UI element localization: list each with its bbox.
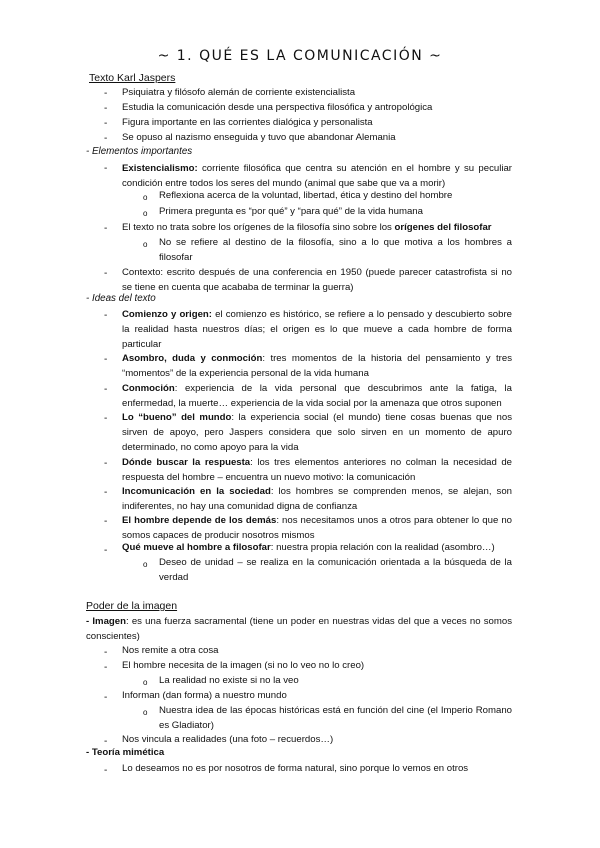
term-label: Existencialismo: bbox=[122, 163, 198, 174]
bullet-dash: - bbox=[104, 133, 108, 144]
bullet-circle: o bbox=[143, 560, 148, 569]
bullet-dash: - bbox=[104, 692, 108, 703]
list-item-idea bbox=[122, 351, 512, 381]
bullet-dash: - bbox=[104, 268, 108, 279]
paragraph-imagen bbox=[86, 614, 512, 644]
bullet-dash: - bbox=[104, 487, 108, 498]
bullet-dash: - bbox=[104, 413, 108, 424]
term-text: : la experiencia social (el mundo) tiene cosas buenas que nos sirven de apoyo, pero Jaspers considera que solo sirven en un momento de apuro determinado, no como apoyo para la vida bbox=[122, 412, 512, 453]
list-item: Nos remite a otra cosa bbox=[122, 645, 219, 656]
term-label: El hombre depende de los demás bbox=[122, 515, 277, 526]
list-item-texto bbox=[122, 220, 492, 236]
bullet-dash: - bbox=[104, 163, 108, 174]
sub-list-item: Reflexiona acerca de la voluntad, libertad, ética y destino del hombre bbox=[159, 190, 453, 201]
bullet-dash: - bbox=[104, 384, 108, 395]
list-item: Psiquiatra y filósofo alemán de corriente existencialista bbox=[122, 87, 356, 98]
term-text: : es una fuerza sacramental (tiene un poder en nuestras vidas del que a veces no somos conscientes) bbox=[86, 616, 513, 642]
sub-list-item: No se refiere al destino de la filosofía, sino a lo que motiva a los hombres a filosofar bbox=[159, 237, 512, 263]
bullet-circle: o bbox=[143, 209, 148, 218]
list-item: Se opuso al nazismo enseguida y tuvo que abandonar Alemania bbox=[122, 132, 396, 143]
list-item: Informan (dan forma) a nuestro mundo bbox=[122, 690, 287, 701]
bullet-dash: - bbox=[104, 647, 108, 658]
bullet-circle: o bbox=[143, 678, 148, 687]
bullet-circle: o bbox=[143, 240, 148, 249]
bullet-circle: o bbox=[143, 708, 148, 717]
bullet-dash: - bbox=[104, 545, 108, 556]
bullet-dash: - bbox=[104, 458, 108, 469]
bullet-dash: - bbox=[104, 516, 108, 527]
texto-text: El texto no trata sobre los orígenes de la filosofía sino sobre los bbox=[122, 222, 395, 233]
term-text: el comienzo es histórico, se refiere a lo pensado y descubierto sobre la realidad hasta nuestros días; el origen es lo que mueve a cada hombre de forma particular bbox=[122, 309, 512, 350]
bullet-dash: - bbox=[104, 662, 108, 673]
bullet-dash: - bbox=[104, 223, 108, 234]
bullet-dash: - bbox=[104, 354, 108, 365]
sub-list-item: Deseo de unidad – se realiza en la comunicación orientada a la búsqueda de la verdad bbox=[159, 557, 512, 583]
section-heading-ideas: - Ideas del texto bbox=[86, 293, 156, 304]
term-text: : nos necesitamos unos a otros para obtener lo que no somos capaces de producir nosotros mismos bbox=[122, 515, 513, 541]
term-text: : tres momentos de la historia del pensamiento y tres “momentos” de la experiencia personal de la vida humana bbox=[122, 353, 512, 379]
heading-teoria-mimetica: - Teoría mimética bbox=[86, 747, 165, 758]
sub-list-item: Nuestra idea de las épocas históricas está en función del cine (el Imperio Romano es Gladiator) bbox=[159, 705, 512, 731]
term-label: Conmoción bbox=[122, 383, 175, 394]
bullet-dash: - bbox=[104, 118, 108, 129]
list-item-idea bbox=[122, 484, 512, 514]
sub-list-item: Primera pregunta es “por qué” y “para qué” de la vida humana bbox=[159, 206, 423, 217]
section-heading-jaspers: Texto Karl Jaspers bbox=[89, 72, 176, 84]
term-label: Asombro, duda y conmoción bbox=[122, 353, 263, 364]
list-item: El hombre necesita de la imagen (si no lo veo no lo creo) bbox=[122, 660, 365, 671]
list-item-existencialismo bbox=[122, 161, 512, 191]
term-text: : experiencia de la vida personal que descubrimos ante la fatiga, la enfermedad, la muerte… experiencia de la vida social por la amenaza que otros suponen bbox=[122, 383, 512, 409]
list-item-idea bbox=[122, 513, 512, 543]
list-item: Lo deseamos no es por nosotros de forma natural, sino porque lo vemos en otros bbox=[122, 763, 469, 774]
bullet-dash: - bbox=[104, 88, 108, 99]
bullet-circle: o bbox=[143, 193, 148, 202]
term-label: Comienzo y origen: bbox=[122, 309, 212, 320]
term-text: : nuestra propia relación con la realidad (asombro…) bbox=[270, 542, 495, 553]
bullet-dash: - bbox=[104, 103, 108, 114]
list-item: Figura importante en las corrientes dialógica y personalista bbox=[122, 117, 373, 128]
term-label: - Imagen bbox=[86, 616, 126, 627]
section-heading-elementos: - Elementos importantes bbox=[86, 146, 193, 157]
sub-list-item: La realidad no existe si no la veo bbox=[159, 675, 299, 686]
list-item: Nos vincula a realidades (una foto – recuerdos…) bbox=[122, 734, 334, 745]
term-label: Qué mueve al hombre a filosofar bbox=[122, 542, 271, 553]
page-title: ~ 1. QUÉ ES LA COMUNICACIÓN ~ bbox=[157, 48, 443, 64]
section-heading-poder: Poder de la imagen bbox=[86, 600, 178, 612]
list-item-idea bbox=[122, 540, 495, 556]
list-item-idea bbox=[122, 307, 512, 352]
term-text: : los tres elementos anteriores no colman la necesidad de respuesta del hombre – encuentra un nuevo motivo: la comunicación bbox=[122, 457, 513, 483]
list-item: Estudia la comunicación desde una perspectiva filosófica y antropológica bbox=[122, 102, 433, 113]
term-text: corriente filosófica que centra su atención en el hombre y su peculiar condición entre todos los seres del mundo (animal que sabe que va a morir) bbox=[122, 163, 512, 189]
term-label: Lo “bueno” del mundo bbox=[122, 412, 232, 423]
bullet-dash: - bbox=[104, 310, 108, 321]
list-item-contexto: Contexto: escrito después de una conferencia en 1950 (puede parecer catastrofista si no se tiene en cuenta que acababa de terminar la guerra) bbox=[122, 267, 512, 293]
list-item-idea bbox=[122, 381, 512, 411]
list-item-idea bbox=[122, 455, 512, 485]
term-label: Incomunicación en la sociedad bbox=[122, 486, 271, 497]
list-item-idea bbox=[122, 410, 512, 455]
bullet-dash: - bbox=[104, 765, 108, 776]
bullet-dash: - bbox=[104, 736, 108, 747]
texto-bold: orígenes del filosofar bbox=[394, 222, 492, 233]
term-label: Dónde buscar la respuesta bbox=[122, 457, 251, 468]
term-text: : los hombres se comprenden menos, se alejan, son indiferentes, no hay una comunidad digna de confianza bbox=[122, 486, 512, 512]
